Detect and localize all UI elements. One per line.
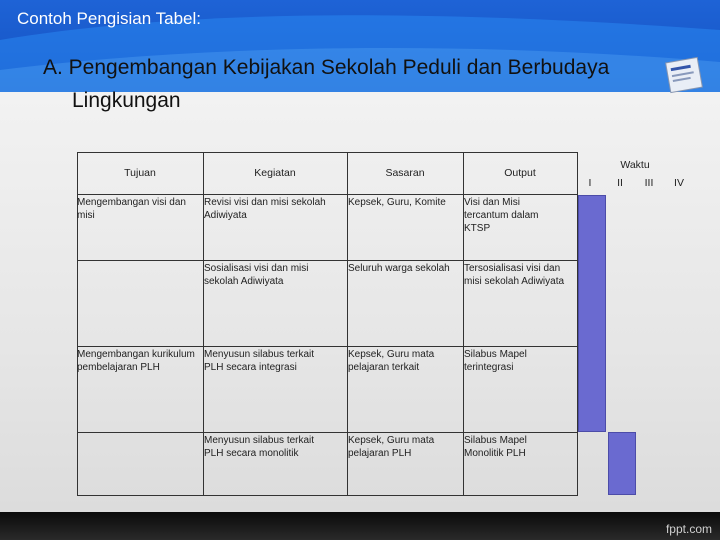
row1-tujuan: Mengembangan visi dan misi (77, 197, 186, 221)
header-tujuan: Tujuan (124, 167, 156, 179)
row1-output: Visi dan Misi tercantum dalam KTSP (464, 197, 539, 234)
schedule-bar-q1 (578, 195, 606, 432)
header-kegiatan: Kegiatan (254, 167, 296, 179)
row4-output: Silabus Mapel Monolitik PLH (464, 435, 527, 459)
slide-title-line2: Lingkungan (72, 89, 181, 112)
slide-title-line1: A. Pengembangan Kebijakan Sekolah Peduli dan Berbudaya (43, 56, 610, 79)
row4-kegiatan: Menyusun silabus terkait PLH secara monolitik (204, 435, 315, 459)
row2-output: Tersosialisasi visi dan misi sekolah Adiwiyata (464, 263, 565, 287)
header-output: Output (504, 167, 536, 179)
slide-header: Contoh Pengisian Tabel: (17, 9, 201, 28)
row3-tujuan: Mengembangan kurikulum pembelajaran PLH (77, 349, 195, 373)
header-waktu-2: II (617, 177, 623, 189)
footer-strip (0, 512, 720, 540)
header-waktu: Waktu (620, 159, 650, 171)
row2-kegiatan: Sosialisasi visi dan misi sekolah Adiwiyata (204, 263, 309, 287)
row3-output: Silabus Mapel terintegrasi (464, 349, 527, 373)
row3-kegiatan: Menyusun silabus terkait PLH secara integrasi (204, 349, 315, 373)
row4-sasaran: Kepsek, Guru mata pelajaran PLH (348, 435, 435, 459)
row1-sasaran: Kepsek, Guru, Komite (348, 197, 446, 208)
header-sasaran: Sasaran (385, 167, 425, 179)
presentation-icon (662, 54, 708, 100)
header-waktu-3: III (644, 177, 654, 189)
row1-kegiatan: Revisi visi dan misi sekolah Adiwiyata (204, 197, 326, 221)
schedule-bar-q2 (608, 432, 636, 495)
header-waktu-4: IV (674, 177, 684, 189)
row3-sasaran: Kepsek, Guru mata pelajaran terkait (348, 349, 435, 373)
header-waktu-1: I (588, 177, 592, 189)
row2-sasaran: Seluruh warga sekolah (348, 263, 450, 274)
brand-label: fppt.com (665, 522, 712, 536)
